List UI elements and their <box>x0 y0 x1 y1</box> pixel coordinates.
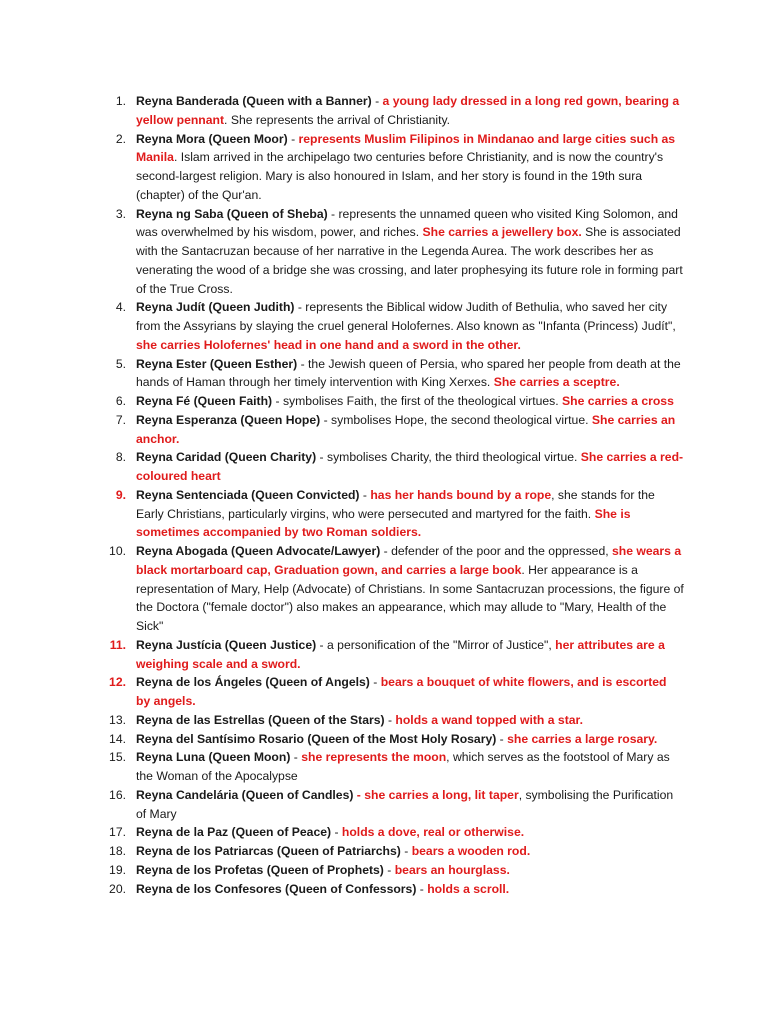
list-item <box>104 486 684 542</box>
list-item <box>104 448 684 486</box>
highlighted-attribute: she wears a black mortarboard cap, Graduation gown, and carries a large book <box>136 544 682 577</box>
item-number: 19. <box>109 862 126 877</box>
highlighted-attribute: holds a wand topped with a star. <box>395 712 583 727</box>
list-item <box>104 861 684 880</box>
description-text: - <box>384 712 396 727</box>
highlighted-attribute: bears a wooden rod. <box>411 844 531 858</box>
description-text: . She represents the arrival of Christianity. <box>224 112 451 127</box>
list-item <box>104 823 684 842</box>
description-text: - <box>400 844 412 858</box>
highlighted-attribute: - <box>353 787 365 802</box>
queen-name: Reyna de los Ángeles (Queen of Angels) <box>136 675 370 690</box>
description-text: - represents the Biblical widow Judith of Bethulia, who saved her city from the Assyrians by slaying the cruel general Holofernes. Also known as "Infanta (Princess) Judít", <box>136 300 676 333</box>
item-text <box>136 300 676 352</box>
item-number: 12. <box>109 675 126 690</box>
item-text <box>136 788 673 821</box>
list-item <box>104 842 684 861</box>
list-item <box>104 205 684 299</box>
highlighted-attribute: She carries a red-coloured heart <box>136 450 684 483</box>
highlighted-attribute: she represents the moon <box>301 750 447 765</box>
description-text: , she stands for the Early Christians, particularly virgins, who were persecuted and martyred for the faith. <box>136 487 655 521</box>
item-number: 18. <box>109 844 126 858</box>
queen-name: Reyna de los Confesores (Queen of Confessors) <box>136 881 417 896</box>
item-number: 10. <box>109 544 126 558</box>
queen-name: Reyna Banderada (Queen with a Banner) <box>136 94 372 108</box>
list-item <box>104 298 684 354</box>
highlighted-attribute: holds a dove, real or otherwise. <box>341 825 525 840</box>
item-number: 4. <box>115 300 126 315</box>
list-item <box>104 711 684 730</box>
highlighted-attribute: she carries a large rosary. <box>507 731 658 746</box>
item-text <box>136 207 683 296</box>
item-text <box>136 882 509 896</box>
description-text: - <box>383 862 395 877</box>
item-number: 7. <box>115 412 126 427</box>
highlighted-attribute: bears an hourglass. <box>394 862 510 877</box>
description-text: - <box>331 825 342 840</box>
item-number: 3. <box>115 206 126 221</box>
highlighted-attribute: a young lady dressed in a long red gown, bearing a yellow pennant <box>136 94 680 127</box>
description-text: . Islam arrived in the archipelago two centuries before Christianity, and is now the country's second-largest religion. Mary is also honoured in Islam, and her story is found in the 19th sura (chapter) of the Qur'an. <box>136 150 664 202</box>
description-text: - defender of the poor and the oppressed, <box>380 544 612 558</box>
item-text <box>136 544 684 633</box>
description-text: She is associated with the Santacruzan because of her narrative in the Legenda Aurea. The work describes her as venerating the wood of a bridge she was crossing, and later prophesying its future role in forming part of the True Cross. <box>136 225 683 296</box>
list-item <box>104 786 684 824</box>
queen-name: Reyna Caridad (Queen Charity) <box>136 450 317 465</box>
queen-name: Reyna de los Patriarcas (Queen of Patriarchs) <box>136 844 401 858</box>
description-text: - <box>496 731 508 746</box>
list-item <box>104 392 684 411</box>
item-number: 6. <box>115 394 126 408</box>
description-text: - symbolises Hope, the second theological virtue. <box>320 412 592 427</box>
item-text <box>136 713 583 727</box>
item-number: 1. <box>115 94 126 108</box>
item-number: 5. <box>115 356 126 371</box>
description-text: - <box>287 131 299 146</box>
queen-name: Reyna de los Profetas (Queen of Prophets) <box>136 862 384 877</box>
list-item <box>104 130 684 205</box>
item-text <box>136 750 670 783</box>
description-text: . Her appearance is a representation of Mary, Help (Advocate) of Christians. In some Santacruzan processions, the figure of the Doctora ("female doctor") also makes an appearance, which may allude to "Mary, Health of the Sick" <box>136 562 684 633</box>
item-text <box>136 94 679 127</box>
description-text: - symbolises Faith, the first of the theological virtues. <box>272 394 563 408</box>
highlighted-attribute: holds a scroll. <box>427 881 510 896</box>
highlighted-attribute: She carries a jewellery box. <box>422 225 582 240</box>
highlighted-attribute: represents Muslim Filipinos in Mindanao and large cities such as Manila <box>136 131 676 165</box>
item-text <box>136 357 681 390</box>
item-text <box>136 413 675 446</box>
item-text <box>136 488 655 540</box>
queen-name: Reyna Justícia (Queen Justice) <box>136 637 317 652</box>
description-text: - a personification of the "Mirror of Justice", <box>316 637 556 652</box>
queen-name: Reyna Ester (Queen Esther) <box>136 356 298 371</box>
queen-name: Reyna Esperanza (Queen Hope) <box>136 412 321 427</box>
list-item <box>104 411 684 449</box>
item-number: 14. <box>109 731 126 746</box>
list-item <box>104 748 684 786</box>
item-number: 20. <box>109 881 126 896</box>
queen-name: Reyna Fé (Queen Faith) <box>136 394 273 408</box>
highlighted-attribute: She carries a sceptre. <box>493 375 620 390</box>
item-text <box>136 394 674 408</box>
item-number: 15. <box>109 750 126 765</box>
item-number: 9. <box>115 487 126 502</box>
description-text: - <box>416 881 428 896</box>
item-number: 13. <box>109 712 126 727</box>
item-text <box>136 132 675 202</box>
description-text: , which serves as the footstool of Mary as the Woman of the Apocalypse <box>136 750 670 783</box>
queen-name: Reyna Sentenciada (Queen Convicted) <box>136 487 360 502</box>
queen-name: Reyna de las Estrellas (Queen of the Stars) <box>136 712 385 727</box>
list-item <box>104 355 684 393</box>
item-text <box>136 450 683 483</box>
list-item <box>104 92 684 130</box>
highlighted-attribute: bears a bouquet of white flowers, and is escorted by angels. <box>136 675 667 708</box>
queen-name: Reyna Judít (Queen Judith) <box>136 300 295 315</box>
list-item <box>104 636 684 674</box>
highlighted-attribute: her attributes are a weighing scale and a sword. <box>136 637 665 671</box>
highlighted-attribute: she carries a long, lit taper <box>364 787 519 802</box>
highlighted-attribute: She is sometimes accompanied by two Roman soldiers. <box>136 506 631 540</box>
description-text: - symbolises Charity, the third theological virtue. <box>316 450 581 465</box>
queen-name: Reyna Mora (Queen Moor) <box>136 131 288 146</box>
item-text <box>136 844 530 858</box>
queen-name: Reyna del Santísimo Rosario (Queen of the Most Holy Rosary) <box>136 731 497 746</box>
description-text: - <box>371 94 383 108</box>
list-item <box>104 880 684 899</box>
highlighted-attribute: has her hands bound by a rope <box>370 487 552 502</box>
item-text <box>136 863 510 877</box>
queen-name: Reyna ng Saba (Queen of Sheba) <box>136 206 328 221</box>
highlighted-attribute: she carries Holofernes' head in one hand and a sword in the other. <box>136 337 521 352</box>
item-number: 16. <box>109 787 126 802</box>
highlighted-attribute: She carries an anchor. <box>136 412 676 446</box>
description-text: - the Jewish queen of Persia, who spared her people from death at the hands of Haman through her timely intervention with King Xerxes. <box>136 356 681 390</box>
description-text: - <box>369 675 381 690</box>
queen-name: Reyna Candelária (Queen of Candles) <box>136 787 354 802</box>
queen-name: Reyna Luna (Queen Moon) <box>136 750 291 765</box>
item-text <box>136 638 665 671</box>
queen-list <box>104 92 684 898</box>
item-text <box>136 732 657 746</box>
list-item <box>104 542 684 636</box>
item-number: 2. <box>115 131 126 146</box>
list-item <box>104 673 684 711</box>
item-number: 11. <box>109 637 126 652</box>
list-item <box>104 730 684 749</box>
queen-name: Reyna de la Paz (Queen of Peace) <box>136 825 332 840</box>
item-text <box>136 675 667 708</box>
item-text <box>136 825 524 839</box>
description-text: , symbolising the Purification of Mary <box>136 787 674 821</box>
description-text: - <box>359 487 371 502</box>
item-number: 17. <box>109 825 126 840</box>
description-text: - <box>290 750 302 765</box>
item-number: 8. <box>115 450 126 465</box>
highlighted-attribute: She carries a cross <box>562 394 674 408</box>
description-text: - represents the unnamed queen who visited King Solomon, and was overwhelmed by his wisdom, power, and riches. <box>136 206 678 240</box>
queen-name: Reyna Abogada (Queen Advocate/Lawyer) <box>136 544 381 558</box>
